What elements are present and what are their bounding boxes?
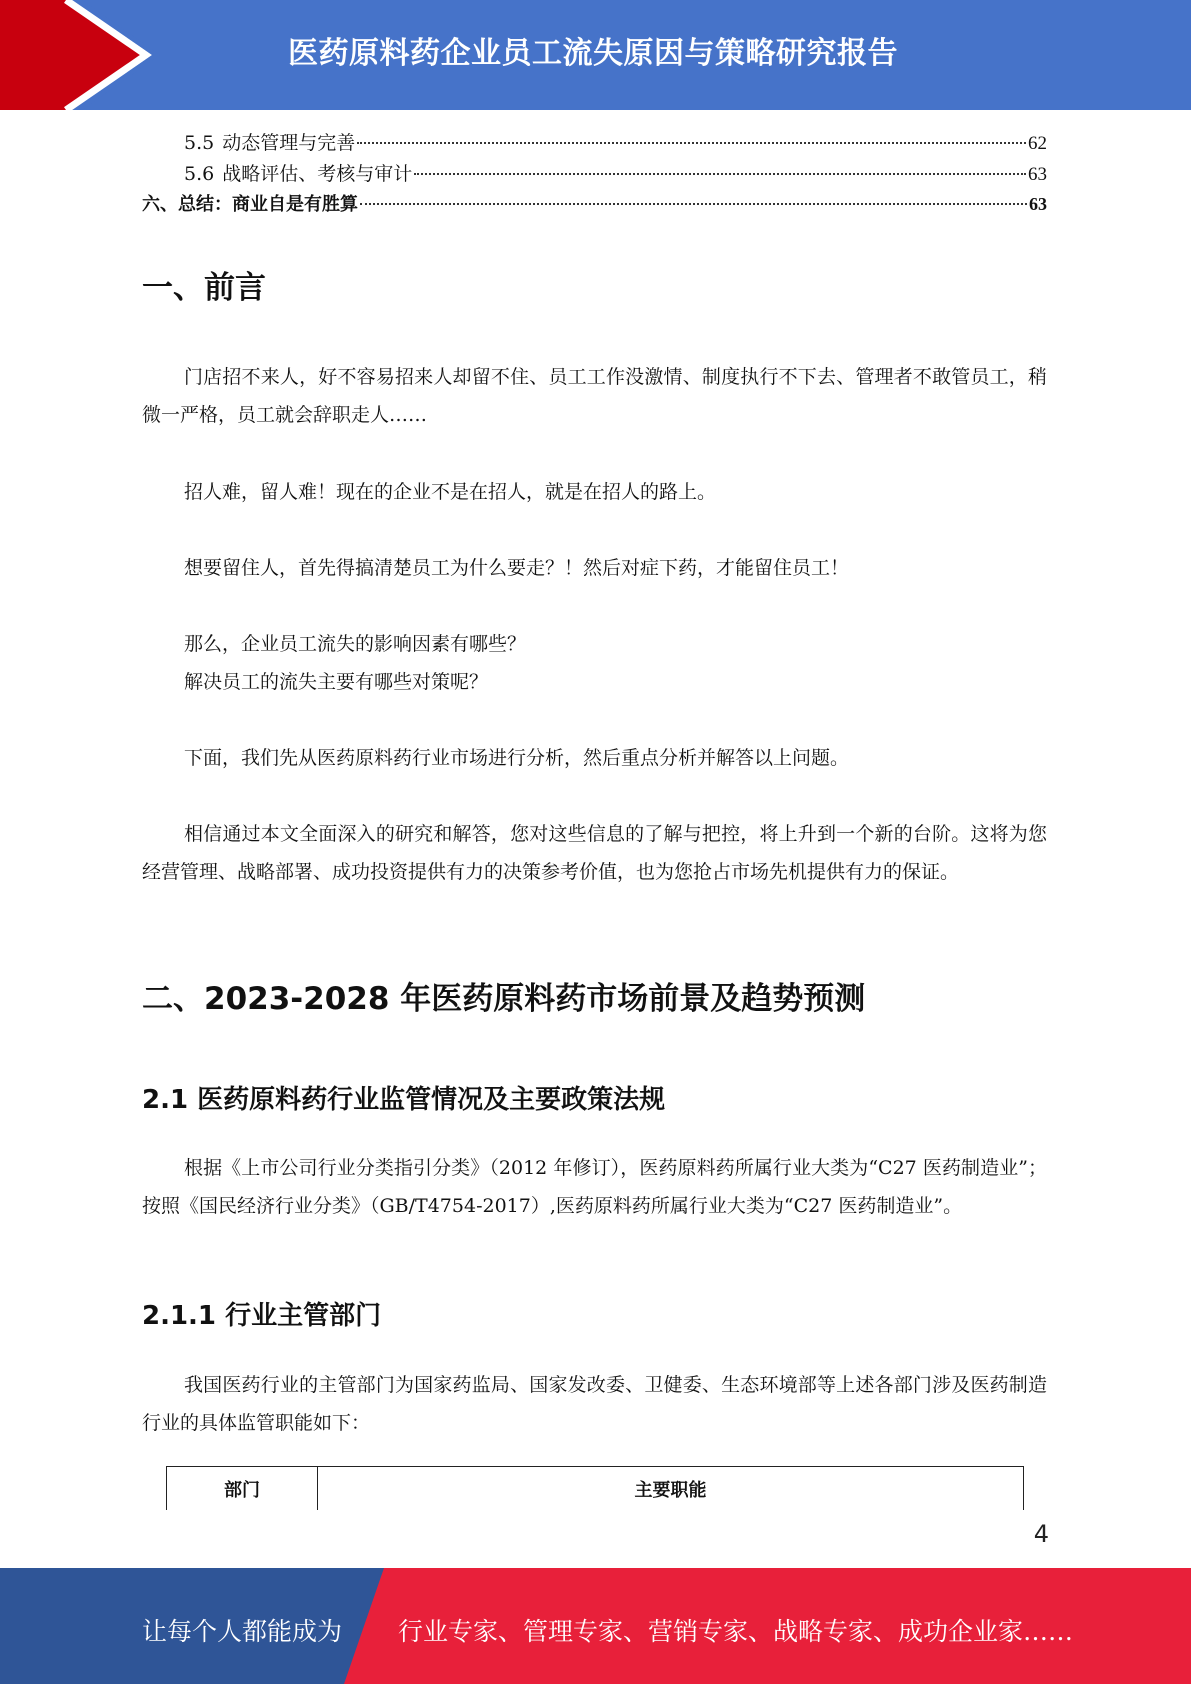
section-heading-preface: 一、前言 <box>142 270 266 306</box>
paragraph: 那么，企业员工流失的影响因素有哪些？ <box>184 633 527 655</box>
toc-item[interactable] <box>142 190 1047 221</box>
section-heading-market-forecast: 二、2023-2028 年医药原料药市场前景及趋势预测 <box>142 981 866 1017</box>
toc-leader-dots <box>414 172 1026 175</box>
toc-item[interactable] <box>142 128 1047 159</box>
toc-item[interactable] <box>142 159 1047 190</box>
paragraph: 想要留住人，首先得搞清楚员工为什么要走？！然后对症下药，才能留住员工！ <box>184 557 850 579</box>
report-title: 医药原料药企业员工流失原因与策略研究报告 <box>288 36 898 71</box>
paragraph: 门店招不来人，好不容易招来人却留不住、员工工作没激情、制度执行不下去、管理者不敢管员工，稍微一严格，员工就会辞职走人…… <box>142 366 1047 426</box>
authorities-table <box>166 1466 1024 1510</box>
toc-item-label: 动态管理与完善 <box>222 132 356 154</box>
footer-slogan-left: 让每个人都能成为 <box>142 1617 343 1646</box>
table-of-contents <box>142 128 1047 221</box>
subsection-heading-regulation: 2.1 医药原料药行业监管情况及主要政策法规 <box>142 1085 666 1115</box>
toc-item-page: 63 <box>1028 164 1047 185</box>
page-number: 4 <box>1033 1520 1049 1548</box>
table-header-main-functions: 主要职能 <box>634 1479 707 1501</box>
toc-leader-dots <box>357 141 1026 144</box>
paragraph: 根据《上市公司行业分类指引分类》（2012 年修订），医药原料药所属行业大类为“C27 医药制造业”；按照《国民经济行业分类》（GB/T4754-2017）,医药原料药所属行业大类为“C27 医药制造业”。 <box>142 1157 1047 1217</box>
toc-item-label: 六、总结：商业自是有胜算 <box>142 194 358 215</box>
page-header <box>0 0 1191 110</box>
table-header-department: 部门 <box>167 1467 318 1510</box>
paragraph: 解决员工的流失主要有哪些对策呢？ <box>184 671 489 693</box>
toc-item-number: 5.6 <box>184 163 215 185</box>
paragraph: 我国医药行业的主管部门为国家药监局、国家发改委、卫健委、生态环境部等上述各部门涉及医药制造行业的具体监管职能如下： <box>142 1374 1047 1434</box>
toc-item-page: 63 <box>1029 194 1047 214</box>
page-footer <box>0 1568 1191 1684</box>
toc-item-page: 62 <box>1028 133 1047 154</box>
toc-item-label: 战略评估、考核与审计 <box>222 163 413 185</box>
toc-leader-dots <box>360 202 1027 205</box>
paragraph: 招人难，留人难！现在的企业不是在招人，就是在招人的路上。 <box>184 481 717 503</box>
paragraph: 下面，我们先从医药原料药行业市场进行分析，然后重点分析并解答以上问题。 <box>184 747 850 769</box>
subsection-heading-authorities: 2.1.1 行业主管部门 <box>142 1301 382 1331</box>
footer-slogan-right: 行业专家、管理专家、营销专家、战略专家、成功企业家…… <box>398 1617 1074 1646</box>
paragraph: 相信通过本文全面深入的研究和解答，您对这些信息的了解与把控，将上升到一个新的台阶。这将为您经营管理、战略部署、成功投资提供有力的决策参考价值，也为您抢占市场先机提供有力的保证。 <box>142 823 1047 883</box>
toc-item-number: 5.5 <box>184 132 215 154</box>
